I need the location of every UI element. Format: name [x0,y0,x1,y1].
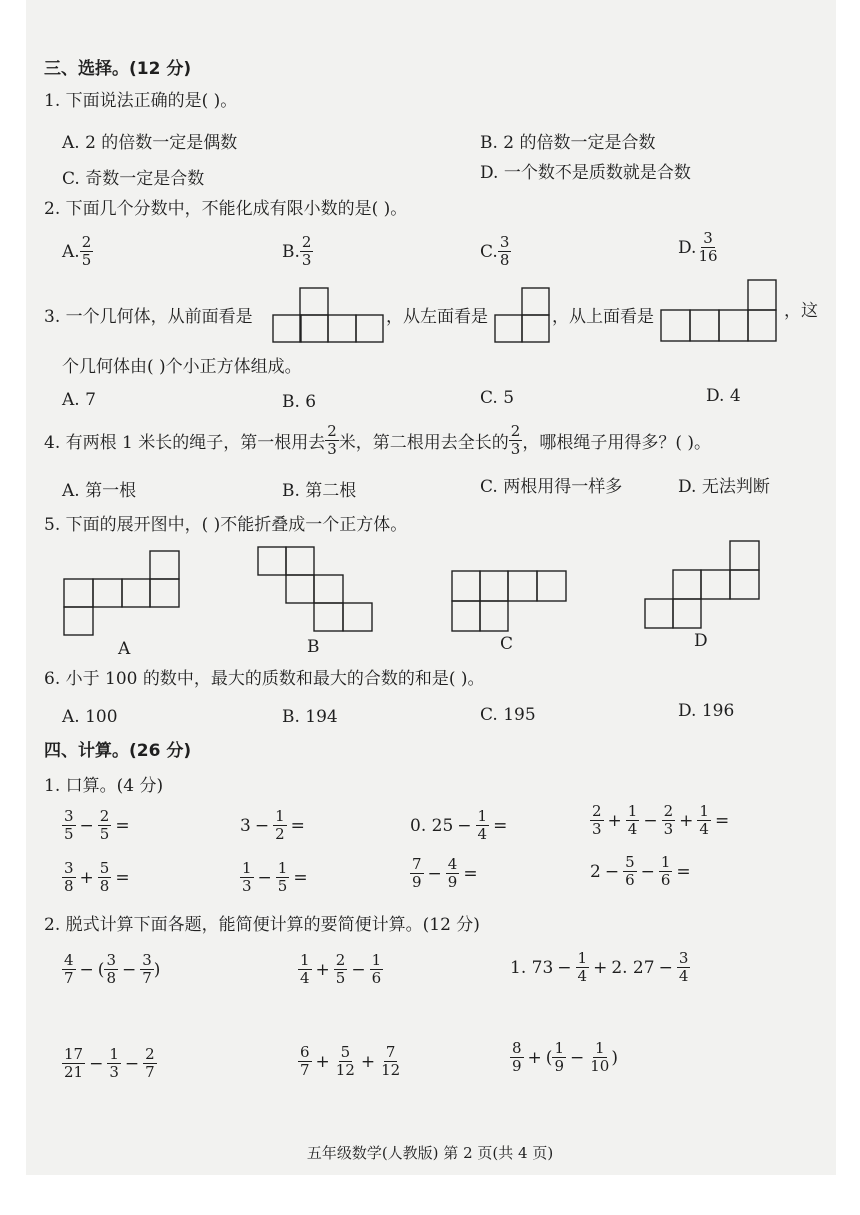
operator: − [457,815,472,836]
oral-expression [62,860,134,895]
fraction: 7 9 [412,855,422,891]
q2-d-label: D. [678,237,697,258]
fraction: 3 8 [64,859,74,895]
q4-stem [44,423,711,458]
operator: + [607,810,622,831]
operator: − [569,1047,585,1068]
fraction: 2 3 [301,233,312,269]
top-view-figure [660,279,782,343]
operator: + [315,959,330,980]
q3-option-d: D. 4 [706,386,741,406]
fraction: $\frac{3}{4}$ [678,949,689,985]
front-view-figure [272,287,384,343]
oral-expression [240,808,309,843]
fraction: 2 3 [592,802,602,838]
left-view-figure [494,287,550,343]
operator: − [121,959,137,980]
oral-expression [62,808,134,843]
fraction: 2 3 [327,422,337,458]
operator: = [115,815,130,836]
q3-option-a: A. 7 [62,390,96,410]
fraction: $\frac{1}{4}$ [627,802,638,838]
section-4-title: 四、计算。(26 分) [44,741,192,761]
fraction: $\frac{3}{7}$ [142,951,152,987]
q1-option-d: D. 一个数不是质数就是合数 [480,163,691,183]
operator: + [679,810,694,831]
fraction: $\frac{1}{6}$ [660,853,671,889]
operator: − [79,959,94,980]
fraction: $\frac{1}{2}$ [275,807,285,843]
number: ) [153,959,161,980]
q3-option-b: B. 6 [282,392,317,412]
fraction: $\frac{1}{5}$ [277,859,288,895]
q3-option-c: C. 5 [480,388,515,408]
written-expression [298,952,383,987]
q4-option-a: A. 第一根 [62,481,137,501]
q1-stem: 1. 下面说法正确的是( )。 [44,91,238,111]
fraction: $\frac{1}{4}$ [699,802,709,838]
operator: − [604,861,620,882]
q4-text-3: ，哪根绳子用得多？( )。 [522,433,712,453]
fraction: 8 9 [512,1039,522,1075]
operator: + [360,1051,376,1072]
fraction: 1 4 [300,951,310,987]
operator: = [293,867,308,888]
fraction: $\frac{1}{4}$ [477,807,488,843]
net-label-a: A [118,639,131,659]
operator: + [79,867,94,888]
q2-option-c [480,234,511,269]
oral-expression [410,808,511,843]
q6-option-c: C. 195 [480,705,536,725]
number: 3 [240,815,251,836]
q4-text-2: 米，第二根用去全长的 [338,433,509,453]
net-label-d: D [694,631,708,651]
fraction: $\frac{2}{5}$ [335,951,346,987]
fraction: $\frac{5}{6}$ [625,853,635,889]
q4-option-b: B. 第二根 [282,481,357,501]
operator: − [351,959,366,980]
q1-option-b: B. 2 的倍数一定是合数 [480,133,656,153]
operator: − [257,867,272,888]
fraction: $\frac{1}{4}$ [577,949,588,985]
operator: − [124,1053,140,1074]
fraction: 4 7 [64,951,74,987]
q3-line-2: 个几何体由( )个小正方体组成。 [62,357,302,377]
oral-expression [590,803,733,838]
net-label-b: B [307,637,320,657]
operator: = [115,867,130,888]
operator: − [643,810,658,831]
q3-text-1: 3. 一个几何体，从前面看是 [44,307,253,327]
number: ) [611,1047,618,1068]
fraction: $\frac{1}{6}$ [371,951,382,987]
fraction: 2 3 [510,422,521,458]
number: 2 [590,861,601,882]
operator: − [427,863,442,884]
operator: − [557,957,572,978]
q4-text-1: 4. 有两根 1 米长的绳子，第一根用去 [44,433,326,453]
page-footer: 五年级数学(人教版) 第 2 页(共 4 页) [306,1144,554,1162]
fraction: 6 7 [300,1043,310,1079]
fraction: $\frac{7}{12}$ [381,1043,401,1079]
operator: = [676,861,691,882]
net-label-c: C [500,634,514,654]
q6-option-b: B. 194 [282,707,338,727]
written-expression [62,952,160,987]
net-figure-c [451,570,567,632]
written-expression [298,1044,402,1079]
q1-option-c: C. 奇数一定是合数 [62,169,205,189]
operator: − [79,815,94,836]
fraction: $\frac{5}{12}$ [335,1043,355,1079]
number: 1. 73 [510,957,554,978]
q3-text-2: ，从左面看是 [386,307,488,327]
q6-option-d: D. 196 [678,701,735,721]
operator: − [89,1053,104,1074]
written-expression [62,1046,157,1081]
q5-stem: 5. 下面的展开图中，( )不能折叠成一个正方体。 [44,515,408,535]
fraction: 2 5 [81,233,92,269]
q2-option-b [282,234,313,269]
q2-c-label: C. [480,241,498,262]
operator: = [463,863,478,884]
q6-stem: 6. 小于 100 的数中，最大的质数和最大的合数的和是( )。 [44,669,485,689]
fraction: $\frac{2}{7}$ [145,1045,155,1081]
written-calc-title: 2. 脱式计算下面各题，能简便计算的要简便计算。(12 分) [44,915,480,935]
fraction: 1 9 [554,1039,564,1075]
number: 0. 25 [410,815,454,836]
net-figure-a [63,550,181,636]
fraction: $\frac{1}{10}$ [590,1039,610,1075]
fraction: 3 16 [698,229,718,265]
fraction: 3 5 [64,807,74,843]
operator: + [315,1051,330,1072]
fraction: 3 8 [106,951,116,987]
q2-option-d [678,230,720,265]
net-figure-d [644,540,760,630]
operator: = [290,815,305,836]
operator: − [658,957,673,978]
fraction: 3 8 [499,233,510,269]
fraction: 17 21 [64,1045,84,1081]
written-expression [510,1040,618,1075]
fraction: $\frac{2}{3}$ [663,802,674,838]
number: 2. 27 [611,957,655,978]
number: ( [97,959,105,980]
fraction: $\frac{1}{3}$ [109,1045,119,1081]
q3-text-3: ，从上面看是 [552,307,654,327]
q2-b-label: B. [282,241,300,262]
operator: + [527,1047,542,1068]
fraction: $\frac{5}{8}$ [99,859,110,895]
q6-option-a: A. 100 [62,707,118,727]
q2-stem: 2. 下面几个分数中，不能化成有限小数的是( )。 [44,199,408,219]
operator: − [254,815,270,836]
operator: = [714,810,730,831]
operator: − [640,861,655,882]
net-figure-b [257,546,373,632]
q2-a-label: A. [62,241,80,262]
oral-calc-title: 1. 口算。(4 分) [44,776,164,796]
written-expression [510,950,690,985]
operator: = [493,815,508,836]
section-3-title: 三、选择。(12 分) [44,59,192,79]
q4-option-c: C. 两根用得一样多 [480,477,623,497]
oral-expression [410,856,482,891]
number: ( [545,1047,553,1068]
fraction: $\frac{2}{5}$ [99,807,110,843]
oral-expression [240,860,312,895]
q3-text-4: ，这 [784,301,818,321]
fraction: $\frac{4}{9}$ [447,855,458,891]
q1-option-a: A. 2 的倍数一定是偶数 [62,133,238,153]
oral-expression [590,854,695,889]
fraction: 1 3 [242,859,252,895]
q2-option-a [62,234,93,269]
q4-option-d: D. 无法判断 [678,477,770,497]
operator: + [593,957,608,978]
